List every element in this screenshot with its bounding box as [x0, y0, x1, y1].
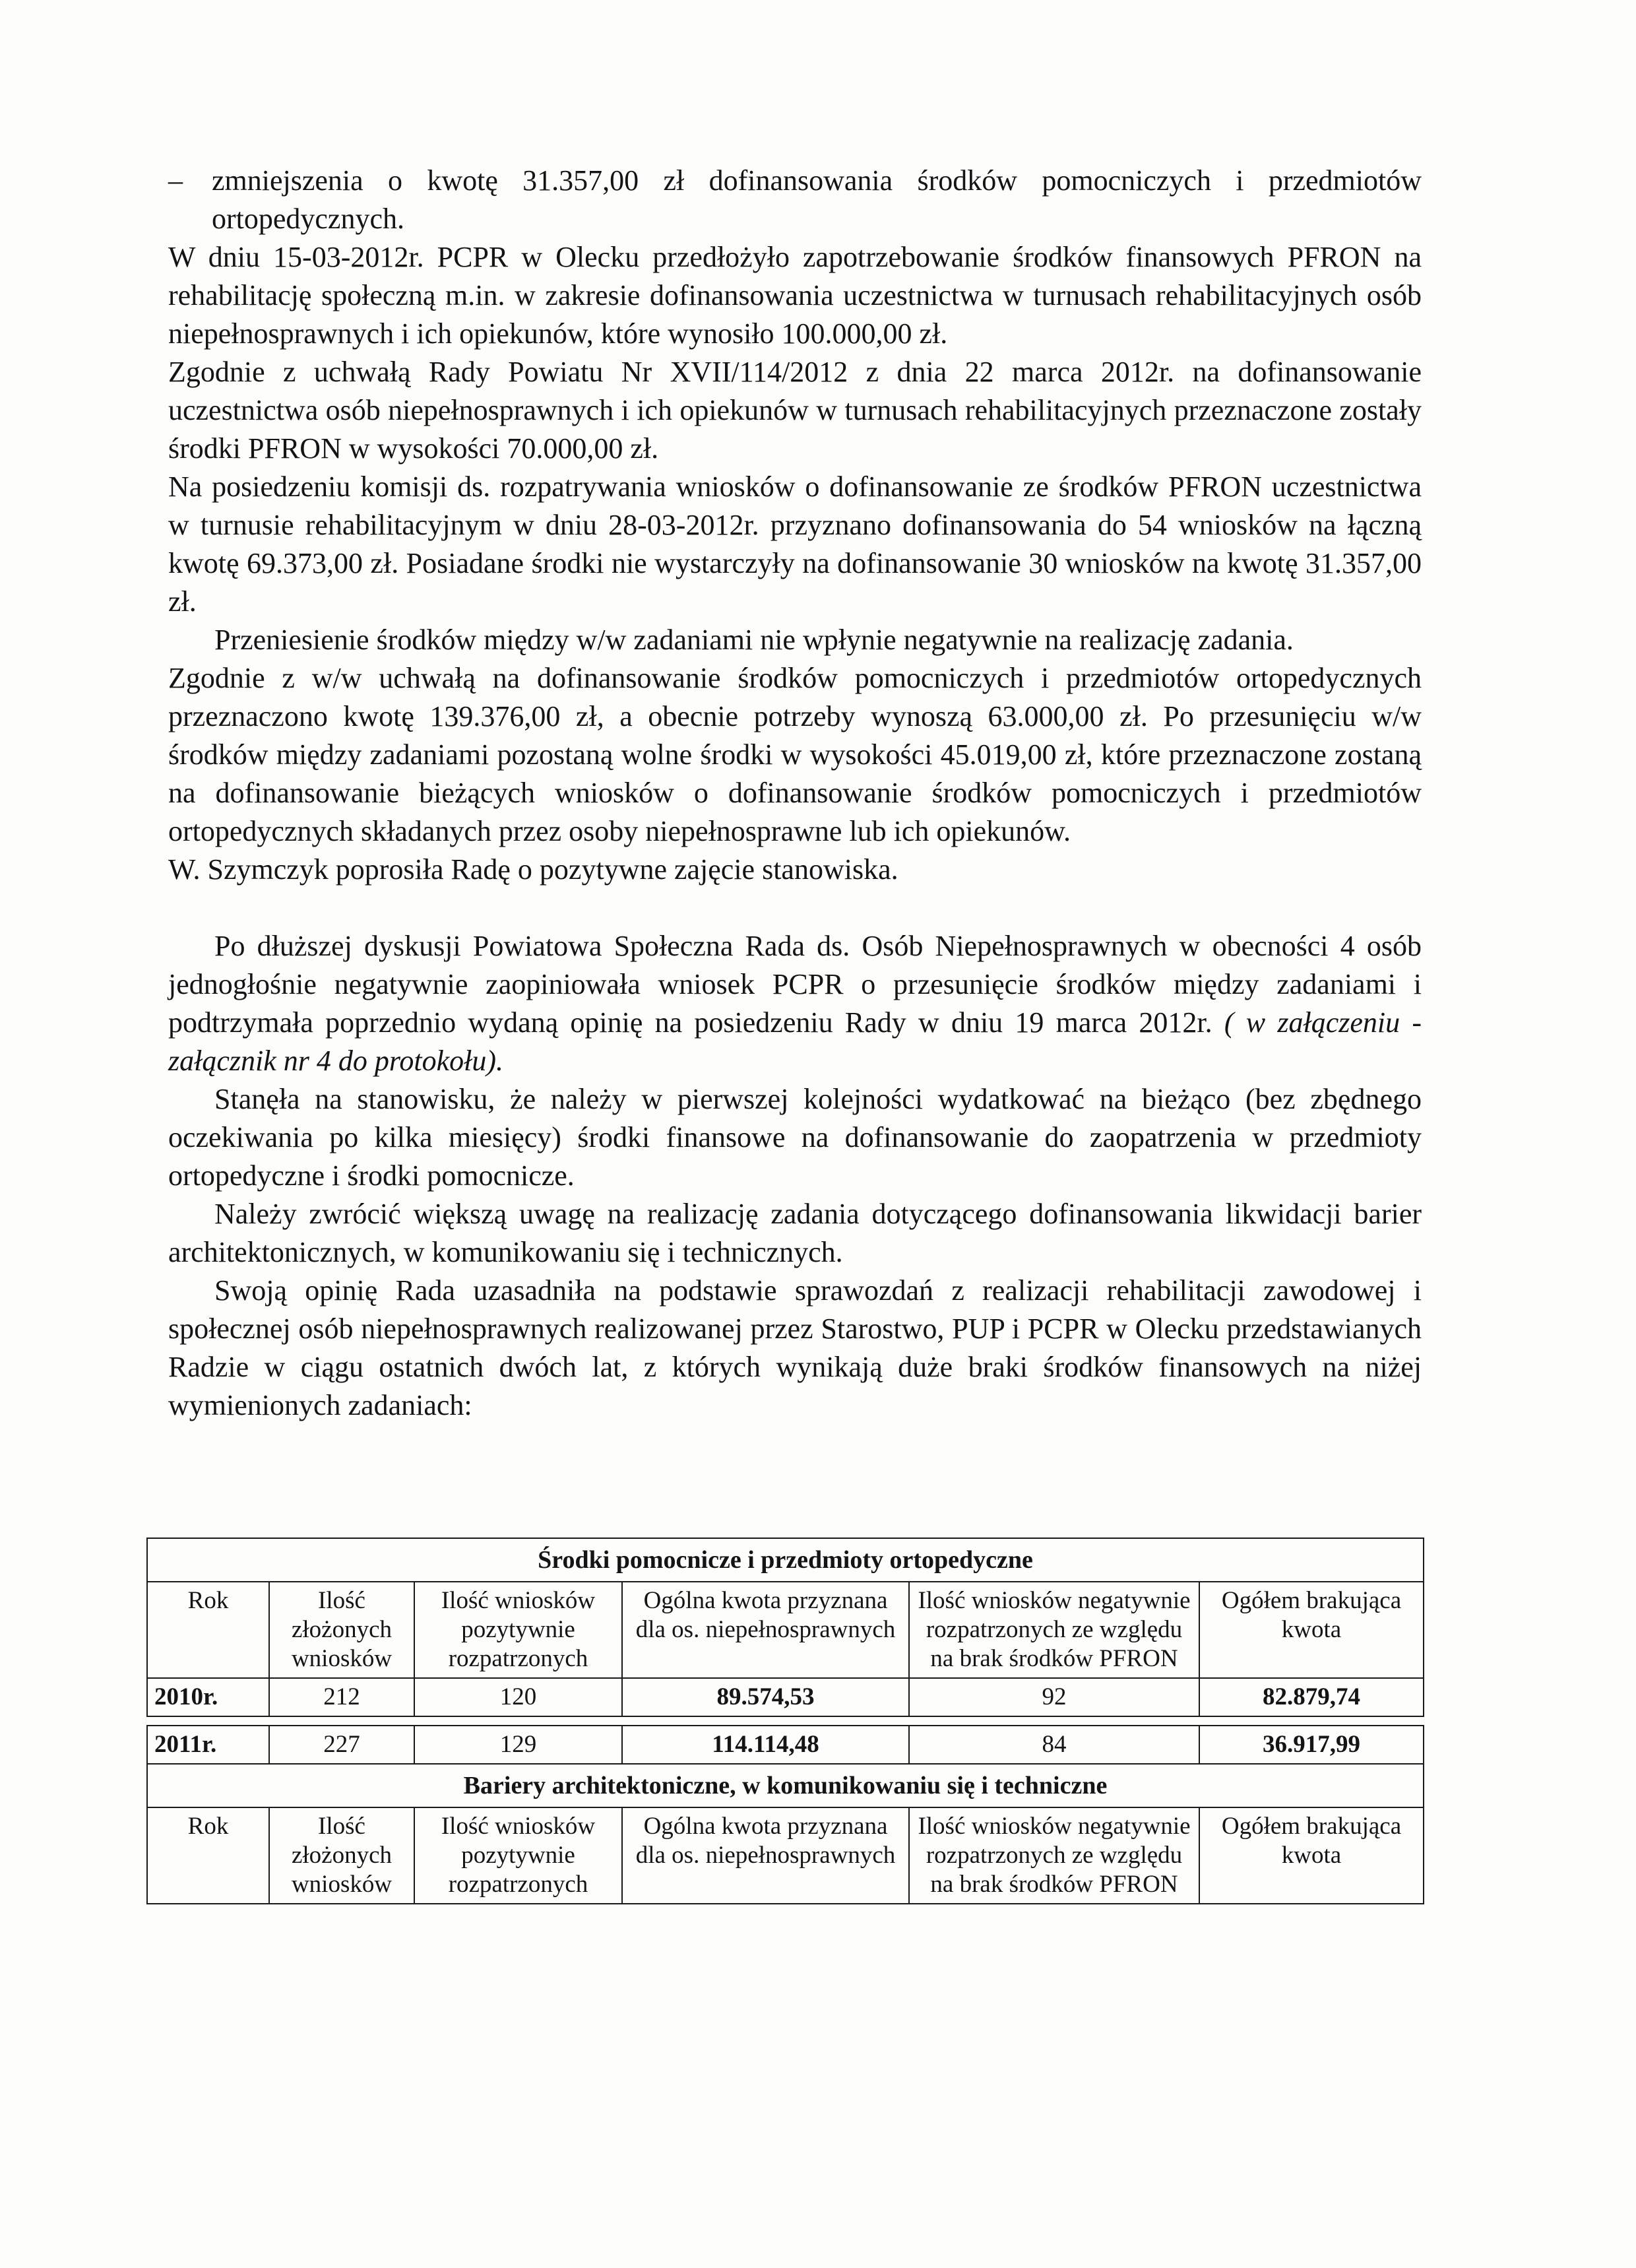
cell-rok: 2011r.	[147, 1726, 269, 1764]
cell-pozytywnie: 129	[414, 1726, 622, 1764]
table-header-row	[147, 1807, 1424, 1904]
paragraph-allocation: Zgodnie z w/w uchwałą na dofinansowanie środków pomocniczych i przedmiotów ortopedycznych przeznaczono kwotę 139.376,00 zł, a obecnie potrzeby wynoszą 63.000,00 zł. Po przesunięciu w/w środków między zadaniami pozostaną wolne środki w wysokości 45.019,00 zł, które przeznaczone zostaną na dofinansowanie bieżących wniosków o dofinansowanie środków pomocniczych i przedmiotów ortopedycznych składanych przez osoby niepełnosprawne lub ich opiekunów.	[168, 662, 1422, 847]
table-row	[147, 1678, 1424, 1716]
council-opinion-text: Po dłuższej dyskusji Powiatowa Społeczna Rada ds. Osób Niepełnosprawnych w obecności 4 osób jednogłośnie negatywnie zaopiniowała wniosek PCPR o przesunięcie środków między zadaniami i podtrzymała poprzednio wydaną opinię na posiedzeniu Rady w dniu 19 marca 2012r.	[168, 930, 1422, 1039]
table-row	[147, 1726, 1424, 1764]
paragraph-commission: Na posiedzeniu komisji ds. rozpatrywania wniosków o dofinansowanie ze środków PFRON uczestnictwa w turnusie rehabilitacyjnym w dniu 28-03-2012r. przyznano dofinansowania do 54 wniosków na łączną kwotę 69.373,00 zł. Posiadane środki nie wystarczyły na dofinansowanie 30 wniosków na kwotę 31.357,00 zł.	[168, 470, 1422, 618]
table-header-row	[147, 1582, 1424, 1678]
paragraph-council-opinion	[168, 927, 1422, 1080]
paragraph-resolution: Zgodnie z uchwałą Rady Powiatu Nr XVII/114/2012 z dnia 22 marca 2012r. na dofinansowanie uczestnictwa osób niepełnosprawnych i ich opiekunów w turnusach rehabilitacyjnych przeznaczone zostały środki PFRON w wysokości 70.000,00 zł.	[168, 356, 1422, 465]
header-brakujaca: Ogółem brakująca kwota	[1199, 1807, 1424, 1904]
cell-rok: 2010r.	[147, 1678, 269, 1716]
paragraph-transfer: Przeniesienie środków między w/w zadaniami nie wpłynie negatywnie na realizację zadania.	[214, 624, 1294, 656]
paragraph-request-15-03: W dniu 15-03-2012r. PCPR w Olecku przedłożyło zapotrzebowanie środków finansowych PFRON na rehabilitację społeczną m.in. w zakresie dofinansowania uczestnictwa w turnusach rehabilitacyjnych osób niepełnosprawnych i ich opiekunów, które wynosiło 100.000,00 zł.	[168, 241, 1422, 350]
attachment-note: ( w załączeniu - załącznik nr 4 do protokołu).	[168, 1006, 1422, 1077]
cell-negatywnie: 84	[909, 1726, 1199, 1764]
cell-kwota: 89.574,53	[622, 1678, 909, 1716]
header-rok: Rok	[147, 1807, 269, 1904]
cell-brakujaca: 36.917,99	[1199, 1726, 1424, 1764]
header-zlozonych: Ilość złożonych wniosków	[269, 1807, 414, 1904]
header-kwota: Ogólna kwota przyznana dla os. niepełnosprawnych	[622, 1582, 909, 1678]
section-title-barriers: Bariery architektoniczne, w komunikowaniu się i techniczne	[147, 1764, 1424, 1807]
paragraph-reduction: zmniejszenia o kwotę 31.357,00 zł dofinansowania środków pomocniczych i przedmiotów ortopedycznych.	[212, 164, 1422, 235]
cell-negatywnie: 92	[909, 1678, 1199, 1716]
cell-zlozonych: 212	[269, 1678, 414, 1716]
paragraph-barriers: Należy zwrócić większą uwagę na realizację zadania dotyczącego dofinansowania likwidacji barier architektonicznych, w komunikowaniu się i technicznych.	[168, 1198, 1422, 1268]
section-title-row	[147, 1764, 1424, 1807]
spacer-cell	[147, 1716, 1424, 1726]
header-zlozonych: Ilość złożonych wniosków	[269, 1582, 414, 1678]
header-kwota: Ogólna kwota przyznana dla os. niepełnosprawnych	[622, 1807, 909, 1904]
paragraph-request-position: W. Szymczyk poprosiła Radę o pozytywne zajęcie stanowiska.	[168, 853, 898, 886]
section-title-row	[147, 1538, 1424, 1582]
cell-kwota: 114.114,48	[622, 1726, 909, 1764]
table-spacer	[147, 1716, 1424, 1726]
list-item-reduction	[168, 162, 1422, 238]
header-brakujaca: Ogółem brakująca kwota	[1199, 1582, 1424, 1678]
header-negatywnie: Ilość wniosków negatywnie rozpatrzonych ze względu na brak środków PFRON	[909, 1807, 1199, 1904]
cell-pozytywnie: 120	[414, 1678, 622, 1716]
paragraph-position: Stanęła na stanowisku, że należy w pierwszej kolejności wydatkować na bieżąco (bez zbędnego oczekiwania po kilka miesięcy) środki finansowe na dofinansowanie do zaopatrzenia w przedmioty ortopedyczne i środki pomocnicze.	[168, 1083, 1422, 1192]
cell-zlozonych: 227	[269, 1726, 414, 1764]
paragraph-justification: Swoją opinię Rada uzasadniła na podstawie sprawozdań z realizacji rehabilitacji zawodowej i społecznej osób niepełnosprawnych realizowanej przez Starostwo, PUP i PCPR w Olecku przedstawianych Radzie w ciągu ostatnich dwóch lat, z których wynikają duże braki środków finansowych na niżej wymienionych zadaniach:	[168, 1274, 1422, 1421]
body-text	[168, 162, 1422, 1425]
header-negatywnie: Ilość wniosków negatywnie rozpatrzonych ze względu na brak środków PFRON	[909, 1582, 1199, 1678]
header-pozytywnie: Ilość wniosków pozytywnie rozpatrzonych	[414, 1807, 622, 1904]
dash-marker: –	[168, 164, 183, 197]
header-rok: Rok	[147, 1582, 269, 1678]
section-title-aids: Środki pomocnicze i przedmioty ortopedyczne	[147, 1538, 1424, 1582]
cell-brakujaca: 82.879,74	[1199, 1678, 1424, 1716]
header-pozytywnie: Ilość wniosków pozytywnie rozpatrzonych	[414, 1582, 622, 1678]
funding-table	[146, 1538, 1424, 1904]
